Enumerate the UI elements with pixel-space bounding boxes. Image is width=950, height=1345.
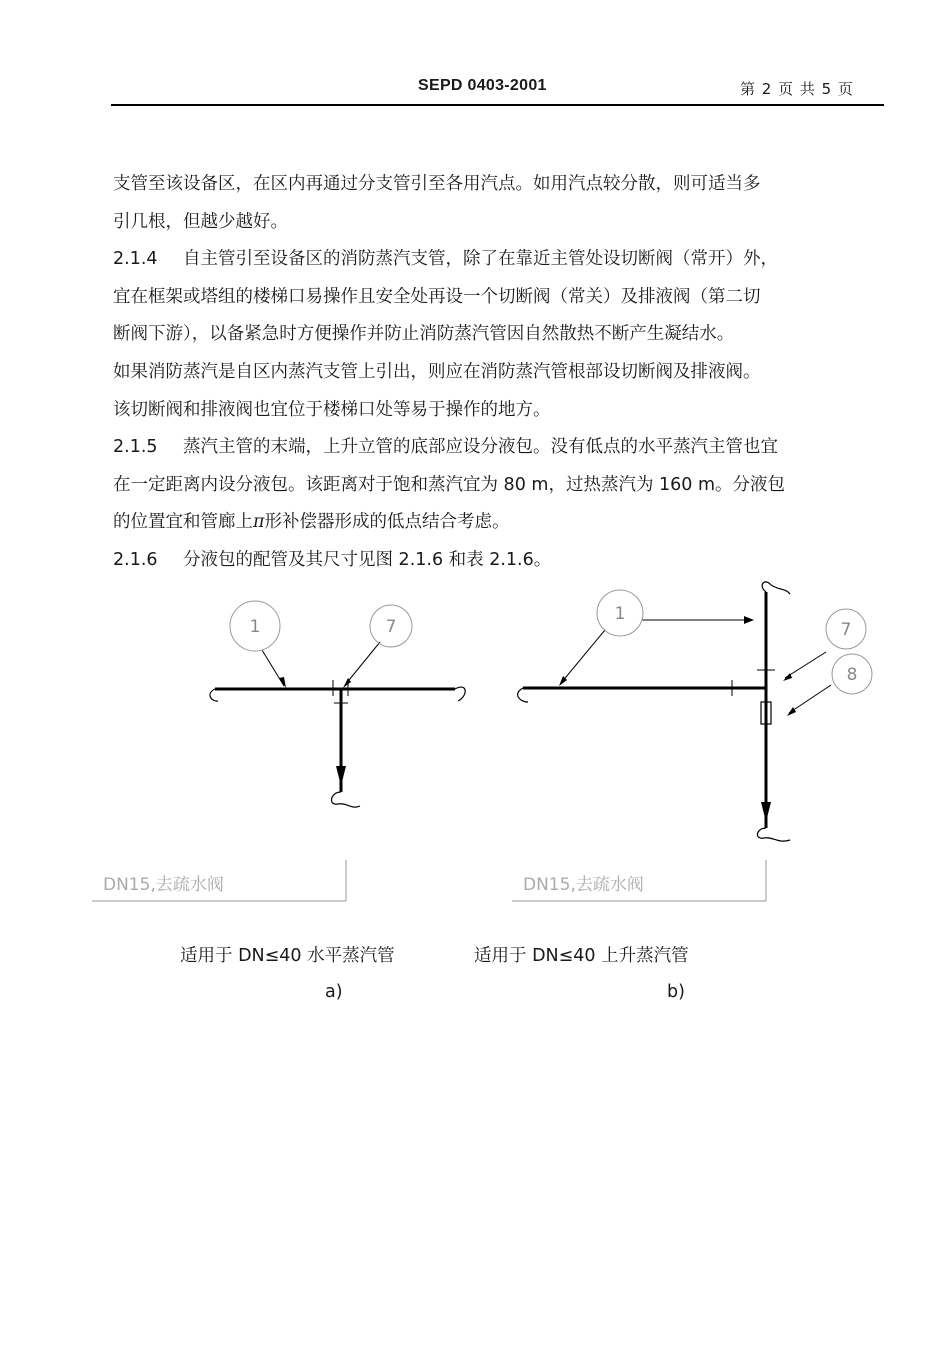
- paragraph-line: 在一定距离内设分液包。该距离对于饱和蒸汽宜为 80 m，过热蒸汽为 160 m。分液包: [113, 474, 786, 495]
- section-number: 2.1.6: [113, 549, 158, 570]
- text-fragment: 的位置宜和管廊上: [113, 512, 253, 533]
- balloon-7-label: 7: [840, 620, 852, 640]
- section-number: 2.1.4: [113, 249, 158, 270]
- section-number: 2.1.5: [113, 437, 158, 458]
- paragraph-line: 引几根，但越少越好。: [113, 211, 288, 232]
- figure-b-caption: 适用于 DN≤40 上升蒸汽管: [474, 946, 689, 966]
- paragraph-line: 支管至该设备区，在区内再通过分支管引至各用汽点。如用汽点较分散，则可适当多: [113, 174, 761, 194]
- paragraph-line: 蒸汽主管的末端，上升立管的底部应设分液包。没有低点的水平蒸汽主管也宜: [183, 437, 778, 458]
- paragraph-line: 如果消防蒸汽是自区内蒸汽支管上引出，则应在消防蒸汽管根部设切断阀及排液阀。: [113, 361, 761, 382]
- drain-note: DN15,去疏水阀: [523, 875, 644, 895]
- balloon-1-label: 1: [614, 604, 626, 624]
- balloon-7-label: 7: [385, 617, 397, 637]
- figure-b-label: b): [667, 982, 685, 1002]
- paragraph-line: 分液包的配管及其尺寸见图 2.1.6 和表 2.1.6。: [183, 549, 552, 570]
- paragraph-line: [113, 504, 885, 542]
- balloon-1-label: 1: [249, 617, 261, 637]
- drain-note: DN15,去疏水阀: [103, 875, 224, 895]
- figure-2-1-6: [0, 570, 950, 930]
- header-divider: [111, 104, 884, 106]
- figure-b-drawing: [512, 582, 872, 901]
- document-code: SEPD 0403-2001: [418, 77, 547, 94]
- paragraph-line: 断阀下游），以备紧急时方便操作并防止消防蒸汽管因自然散热不断产生凝结水。: [113, 324, 735, 345]
- text-fragment: 形补偿器形成的低点结合考虑。: [264, 512, 510, 533]
- figure-a-label: a): [325, 982, 343, 1002]
- figure-a-drawing: [92, 601, 465, 901]
- paragraph-line: 该切断阀和排液阀也宜位于楼梯口处等易于操作的地方。: [113, 399, 551, 420]
- balloon-8-label: 8: [846, 665, 858, 685]
- section-2-1-4: [113, 241, 885, 279]
- page-number: 第 2 页 共 5 页: [740, 80, 854, 98]
- pi-symbol: π: [253, 512, 265, 533]
- body-text: [113, 166, 885, 580]
- figure-a-caption: 适用于 DN≤40 水平蒸汽管: [180, 946, 395, 966]
- section-2-1-5: [113, 429, 885, 467]
- paragraph-line: 宜在框架或塔组的楼梯口易操作且安全处再设一个切断阀（常关）及排液阀（第二切: [113, 286, 761, 307]
- paragraph-line: 自主管引至设备区的消防蒸汽支管，除了在靠近主管处设切断阀（常开）外，: [183, 249, 778, 270]
